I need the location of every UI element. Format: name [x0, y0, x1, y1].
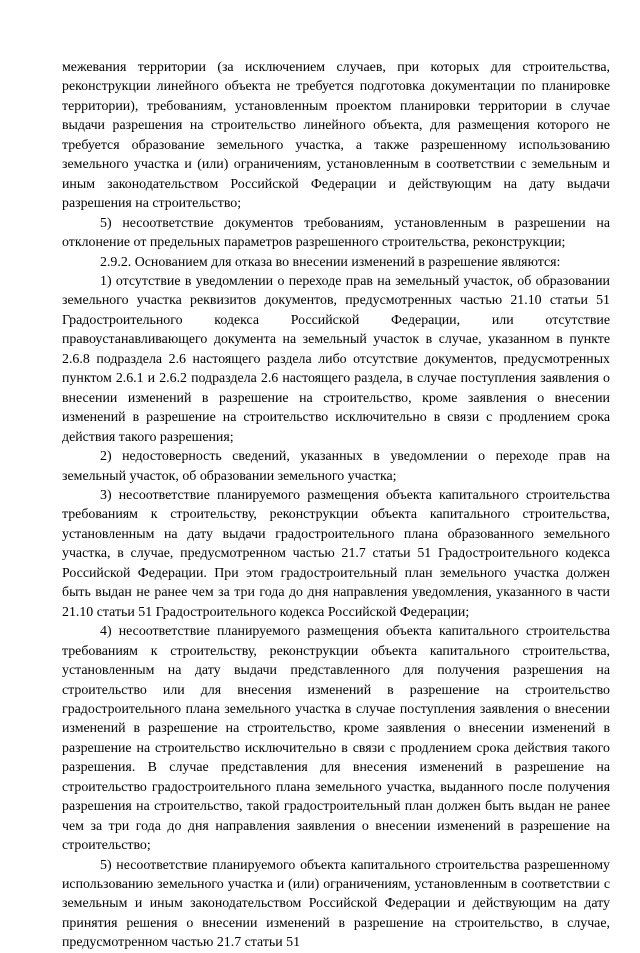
- paragraph: 4) несоответствие планируемого размещения объекта капитального строительства требованиям к строительству, реконструкции объекта капитального строительства, установленным на дату выдачи представленного для получения разрешения на строительство или для внесения изменений в разрешение на строительство градостроительного плана земельного участка в случае поступления заявления о внесении изменений в разрешение на строительство, кроме заявления о внесении изменений в разрешение на строительство исключительно в связи с продлением срока действия такого разрешения. В случае представления для внесения изменений в разрешение на строительство градостроительного плана земельного участка, выданного после получения разрешения на строительство, такой градостроительный план должен быть выдан не ранее чем за три года до дня направления заявления о внесении изменений в разрешение на строительство;: [62, 624, 610, 854]
- paragraph: межевания территории (за исключением случаев, при которых для строительства, реконструкции линейного объекта не требуется подготовка документации по планировке территории), требованиям, установленным проектом планировки территории в случае выдачи разрешения на строительство линейного объекта, для размещения которого не требуется образование земельного участка, а также разрешенному использованию земельного участка и (или) ограничениям, установленным в соответствии с земельным и иным законодательством Российской Федерации и действующим на дату выдачи разрешения на строительство;: [62, 60, 610, 212]
- paragraph: 2) недостоверность сведений, указанных в уведомлении о переходе прав на земельный участок, об образовании земельного участка;: [62, 449, 610, 484]
- paragraph: 5) несоответствие планируемого объекта капитального строительства разрешенному использованию земельного участка и (или) ограничениям, установленным в соответствии с земельным и иным законодательством Российской Федерации и действующим на дату принятия решения о внесении изменений в разрешение на строительство, в случае, предусмотренном частью 21.7 статьи 51: [62, 857, 610, 951]
- paragraph: 1) отсутствие в уведомлении о переходе прав на земельный участок, об образовании земельного участка реквизитов документов, предусмотренных частью 21.10 статьи 51 Градостроительного кодекса Российской Федерации, или отсутствие правоустанавливающего документа на земельный участок в случае, указанном в пункте 2.6.8 подраздела 2.6 настоящего раздела либо отсутствие документов, предусмотренных пунктом 2.6.1 и 2.6.2 подраздела 2.6 настоящего раздела, в случае поступления заявления о внесении изменений в разрешение на строительство, кроме заявления о внесении изменений в разрешение на строительство исключительно в связи с продлением срока действия такого разрешения;: [62, 273, 610, 445]
- paragraph: 5) несоответствие документов требованиям, установленным в разрешении на отклонение от предельных параметров разрешенного строительства, реконструкции;: [62, 215, 610, 251]
- paragraph: 3) несоответствие планируемого размещения объекта капитального строительства требованиям к строительству, реконструкции объекта капитального строительства, установленным на дату выдачи градостроительного плана образованного земельного участка, в случае, предусмотренном частью 21.7 статьи 51 Градостроительного кодекса Российской Федерации. При этом градостроительный план земельного участка должен быть выдан не ранее чем за три года до дня направления уведомления, указанного в части 21.10 статьи 51 Градостроительного кодекса Российской Федерации;: [62, 487, 610, 620]
- paragraph: 2.9.2. Основанием для отказа во внесении изменений в разрешение являются:: [100, 254, 561, 270]
